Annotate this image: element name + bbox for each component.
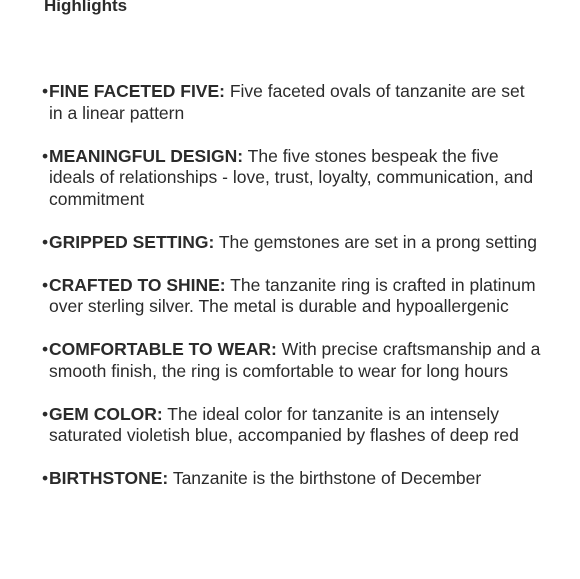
- highlight-item-fine-faceted-five: [42, 81, 542, 124]
- highlight-text: The five stones bespeak the five ideals of relationships - love, trust, loyalty, communication, and commitment: [49, 145, 534, 209]
- bullet-icon: •: [42, 274, 49, 295]
- bullet-icon: •: [42, 231, 49, 252]
- highlight-title: BIRTHSTONE:: [49, 468, 169, 488]
- highlight-title: GRIPPED SETTING:: [49, 231, 215, 252]
- highlight-text: The ideal color for tanzanite is an intensely saturated violetish blue, accompanied by flashes of deep red: [49, 403, 519, 445]
- highlights-heading: Highlights: [44, 0, 128, 15]
- highlight-title: GEM COLOR:: [49, 403, 163, 424]
- highlight-text: The tanzanite ring is crafted in platinum over sterling silver. The metal is durable and hypoallergenic: [49, 274, 536, 316]
- highlight-item-gripped-setting: [42, 232, 542, 254]
- highlight-title: MEANINGFUL DESIGN:: [49, 145, 244, 166]
- highlight-title: CRAFTED TO SHINE:: [49, 274, 226, 295]
- highlights-list: [42, 81, 542, 511]
- highlight-text: Five faceted ovals of tanzanite are set in a linear pattern: [49, 81, 525, 123]
- highlight-item-gem-color: [42, 404, 542, 447]
- bullet-icon: •: [42, 81, 49, 101]
- highlight-item-comfortable-to-wear: [42, 339, 542, 382]
- bullet-icon: •: [42, 468, 49, 488]
- highlight-item-birthstone: [42, 468, 542, 490]
- bullet-icon: •: [42, 145, 49, 166]
- highlight-text: With precise craftsmanship and a smooth finish, the ring is comfortable to wear for long hours: [49, 339, 541, 381]
- highlight-item-crafted-to-shine: [42, 275, 542, 318]
- highlight-text: The gemstones are set in a prong setting: [218, 231, 537, 252]
- highlight-title: FINE FACETED FIVE:: [49, 81, 225, 101]
- bullet-icon: •: [42, 339, 49, 359]
- bullet-icon: •: [42, 403, 49, 424]
- highlight-title: COMFORTABLE TO WEAR:: [49, 339, 277, 359]
- highlight-item-meaningful-design: [42, 146, 542, 211]
- highlight-text: Tanzanite is the birthstone of December: [172, 468, 482, 488]
